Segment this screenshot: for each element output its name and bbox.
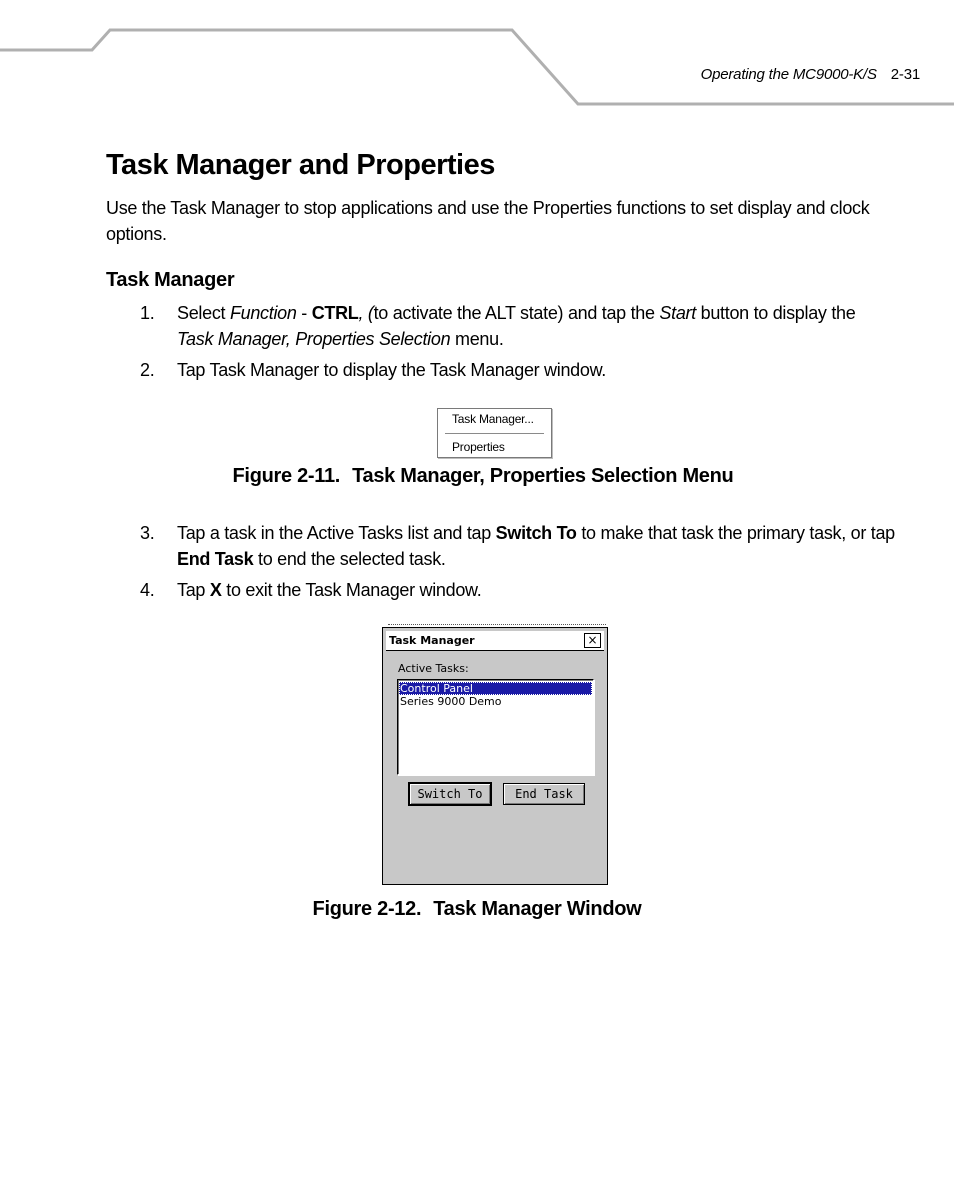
step-2 <box>140 357 896 383</box>
step-text-italic: , ( <box>358 303 374 323</box>
step-text-italic: Task Manager, Properties Selection <box>177 329 451 349</box>
step-number: 2. <box>140 360 155 380</box>
step-text-part: Tap <box>177 580 210 600</box>
header-rule <box>0 0 954 110</box>
list-item[interactable]: Series 9000 Demo <box>400 695 502 708</box>
window-title: Task Manager <box>389 634 475 647</box>
figure-number: Figure 2-12. <box>312 898 422 920</box>
step-text-part: Tap a task in the Active Tasks list and tap <box>177 523 496 543</box>
menu-item-properties[interactable]: Properties <box>452 440 505 454</box>
step-text <box>177 520 896 572</box>
window-titlebar <box>386 631 604 651</box>
step-text: Tap Task Manager to display the Task Manager window. <box>177 360 606 380</box>
step-number: 3. <box>140 523 155 543</box>
step-text-bold: X <box>209 580 222 600</box>
properties-selection-menu <box>437 408 552 458</box>
step-text-bold: Switch To <box>495 523 577 543</box>
step-text-bold: CTRL <box>311 303 359 323</box>
page-number: 2-31 <box>890 66 920 83</box>
step-text-part: menu. <box>450 329 504 349</box>
intro-paragraph: Use the Task Manager to stop applications and use the Properties functions to set display and clock options. <box>106 198 870 244</box>
active-tasks-list[interactable] <box>397 679 594 775</box>
figure-number: Figure 2-11. <box>232 465 341 487</box>
running-head <box>701 66 920 83</box>
task-manager-window <box>382 627 608 885</box>
switch-to-button[interactable]: Switch To <box>409 783 491 805</box>
step-text-part: to exit the Task Manager window. <box>221 580 482 600</box>
end-task-button[interactable]: End Task <box>503 783 585 805</box>
step-1 <box>140 300 896 352</box>
step-text-part: to activate the ALT state) and tap the <box>373 303 660 323</box>
running-head-title: Operating the MC9000-K/S <box>700 66 877 83</box>
menu-item-task-manager[interactable]: Task Manager... <box>452 412 534 426</box>
section-title: Task Manager <box>106 269 235 291</box>
figure-title: Task Manager Window <box>433 898 642 920</box>
page-title: Task Manager and Properties <box>106 149 495 181</box>
step-number: 1. <box>140 303 155 323</box>
step-text-part: to end the selected task. <box>253 549 446 569</box>
step-text-bold: End Task <box>177 549 254 569</box>
step-text <box>177 577 896 603</box>
step-text-part: button to display the <box>695 303 856 323</box>
step-text-italic: Function <box>229 303 297 323</box>
step-text-part: Select <box>177 303 230 323</box>
step-text-italic: Start <box>659 303 696 323</box>
step-3 <box>140 520 896 572</box>
figure-title: Task Manager, Properties Selection Menu <box>352 465 734 487</box>
list-item[interactable]: Control Panel <box>399 682 592 695</box>
step-text-part: - <box>296 303 312 323</box>
window-top-edge <box>388 624 606 625</box>
figure-caption <box>0 898 954 921</box>
close-icon[interactable]: × <box>584 633 601 648</box>
step-4 <box>140 577 896 603</box>
active-tasks-label: Active Tasks: <box>398 662 469 675</box>
figure-caption <box>0 465 954 488</box>
menu-separator <box>445 433 544 434</box>
step-number: 4. <box>140 580 155 600</box>
step-text-part: to make that task the primary task, or tap <box>576 523 895 543</box>
step-text <box>177 300 896 352</box>
